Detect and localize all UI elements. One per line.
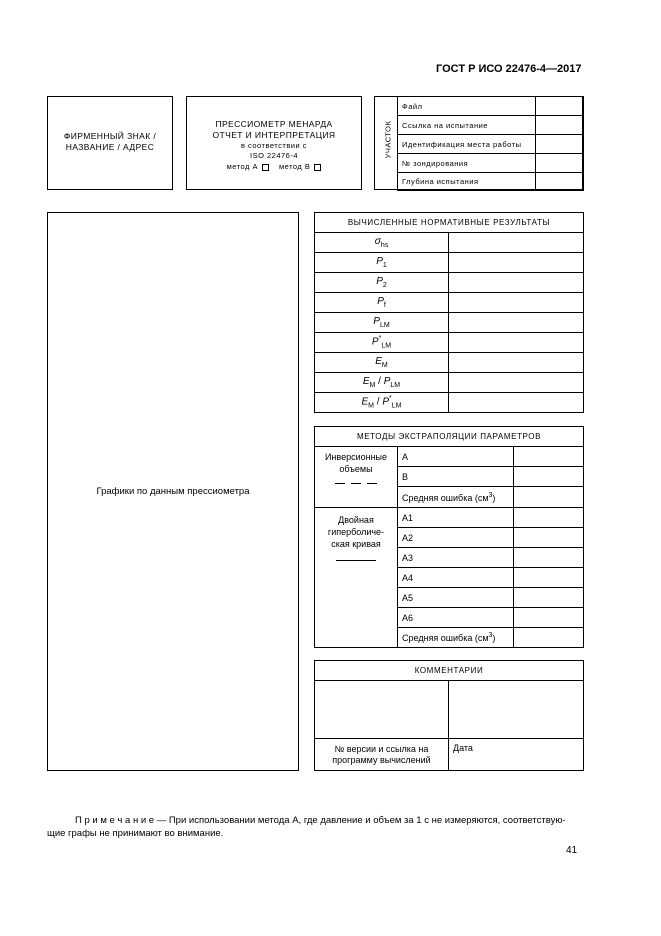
site-vertical-label: УЧАСТОК	[383, 120, 393, 159]
title-line1: ПРЕССИОМЕТР МЕНАРДА	[215, 119, 333, 129]
note-lead: П р и м е ч а н и е	[75, 815, 155, 826]
methods-title: МЕТОДЫ ЭКСТРАПОЛЯЦИИ ПАРАМЕТРОВ	[315, 427, 584, 447]
date-label: Дата	[449, 739, 584, 771]
title-line3: в соответствии с	[240, 141, 308, 150]
method-row-value[interactable]	[514, 608, 584, 628]
note-text-cont: щие графы не принимают во внимание.	[47, 828, 224, 839]
method-row-value[interactable]	[514, 528, 584, 548]
title-line4: ISO 22476-4	[249, 151, 299, 160]
method-row-value[interactable]	[514, 588, 584, 608]
result-symbol: $P_{LM}$	[315, 313, 449, 333]
double-hyperbola-label: Двойная гиперболиче- ская кривая	[315, 508, 398, 648]
method-b-label: метод В	[279, 162, 311, 171]
result-symbol: $P_1$	[315, 253, 449, 273]
note-text: — При использовании метода А, где давление и объем за 1 с не измеряются, соответствую-	[154, 815, 566, 826]
standard-header: ГОСТ Р ИСО 22476-4—2017	[436, 63, 582, 75]
site-row-label: Идентификация места работы	[398, 135, 536, 154]
result-ratio-symbol: $E_M / P^*_{LM}$	[315, 393, 449, 413]
comments-table	[314, 660, 584, 771]
result-value[interactable]	[449, 333, 584, 353]
results-table	[314, 212, 584, 413]
method-a-label: метод А	[226, 162, 258, 171]
method-row-label: A2	[398, 528, 514, 548]
logo-label-line2: НАЗВАНИЕ / АДРЕС	[65, 142, 155, 152]
graph-area-label: Графики по данным прессиометра	[96, 486, 250, 497]
program-version-label: № версии и ссылка на программу вычислений	[315, 739, 449, 771]
site-row-value[interactable]	[536, 116, 584, 135]
method-b-checkbox[interactable]	[314, 164, 321, 171]
result-value[interactable]	[449, 233, 584, 253]
avg-error-label: Средняя ошибка $(см^3)$	[398, 628, 514, 648]
method-a-checkbox[interactable]	[262, 164, 269, 171]
site-row-value[interactable]	[536, 135, 584, 154]
site-row-value[interactable]	[536, 154, 584, 173]
result-symbol: $P_f$	[315, 293, 449, 313]
title-line2: ОТЧЕТ И ИНТЕРПРЕТАЦИЯ	[212, 130, 336, 140]
method-row-label: A3	[398, 548, 514, 568]
method-selector	[187, 161, 361, 173]
method-row-label: B	[398, 467, 514, 487]
method-row-label: A4	[398, 568, 514, 588]
site-row-value[interactable]	[536, 97, 584, 116]
result-value[interactable]	[449, 253, 584, 273]
method-row-label: A5	[398, 588, 514, 608]
method-row-value[interactable]	[514, 508, 584, 528]
avg-error-label: Средняя ошибка $(см^3)$	[398, 487, 514, 508]
result-symbol: $\sigma_{hs}$	[315, 233, 449, 253]
comments-title: КОММЕНТАРИИ	[315, 661, 584, 681]
result-value[interactable]	[449, 313, 584, 333]
comment-field[interactable]	[449, 681, 584, 739]
company-logo-box	[47, 96, 173, 190]
comment-field[interactable]	[315, 681, 449, 739]
graph-area	[47, 212, 299, 771]
method-row-value[interactable]	[514, 467, 584, 487]
result-ratio-symbol: $E_M / P_{LM}$	[315, 373, 449, 393]
method-row-label: A	[398, 447, 514, 467]
site-row-label: Ссылка на испытание	[398, 116, 536, 135]
method-row-value[interactable]	[514, 628, 584, 648]
result-value[interactable]	[449, 273, 584, 293]
method-row-label: A6	[398, 608, 514, 628]
result-value[interactable]	[449, 393, 584, 413]
site-row-value[interactable]	[536, 173, 584, 191]
method-row-value[interactable]	[514, 487, 584, 508]
logo-label-line1: ФИРМЕННЫЙ ЗНАК /	[63, 131, 157, 141]
report-title-box	[186, 96, 362, 190]
footnote	[47, 814, 587, 840]
results-title: ВЫЧИСЛЕННЫЕ НОРМАТИВНЫЕ РЕЗУЛЬТАТЫ	[315, 213, 584, 233]
method-row-value[interactable]	[514, 568, 584, 588]
site-info-table	[397, 96, 584, 191]
result-value[interactable]	[449, 373, 584, 393]
result-value[interactable]	[449, 293, 584, 313]
inverse-volumes-label: Инверсионные объемы	[315, 447, 398, 508]
site-row-label: № зондирования	[398, 154, 536, 173]
method-row-label: A1	[398, 508, 514, 528]
method-row-value[interactable]	[514, 548, 584, 568]
site-row-label: Файл	[398, 97, 536, 116]
result-symbol: $E_M$	[315, 353, 449, 373]
result-symbol: $P^*_{LM}$	[315, 333, 449, 353]
site-row-label: Глубина испытания	[398, 173, 536, 191]
page-number: 41	[566, 845, 578, 856]
result-value[interactable]	[449, 353, 584, 373]
result-symbol: $P_2$	[315, 273, 449, 293]
methods-table	[314, 426, 584, 648]
method-row-value[interactable]	[514, 447, 584, 467]
